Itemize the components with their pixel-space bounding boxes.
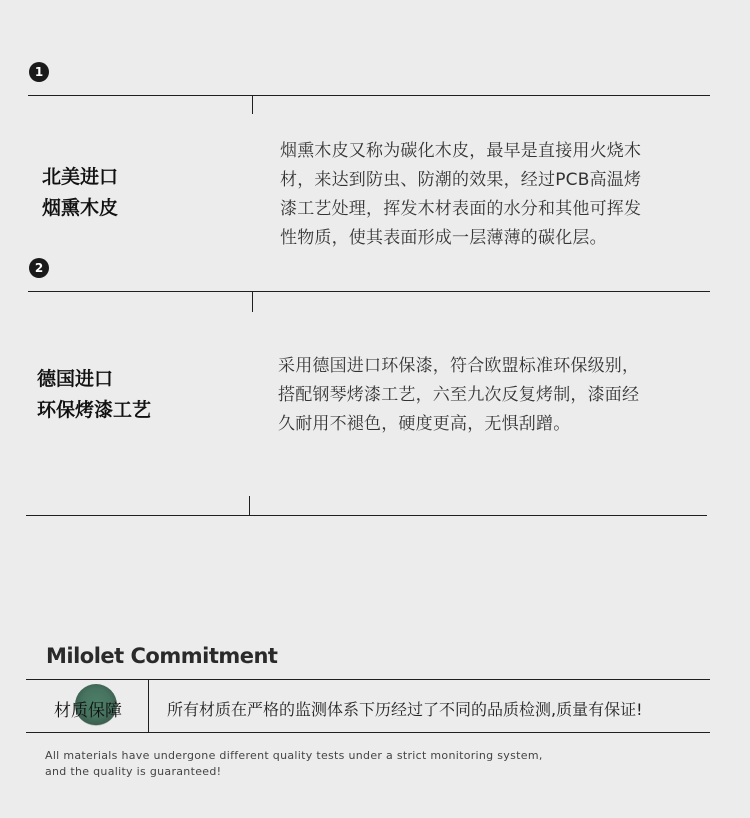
commitment-bottom-line — [26, 732, 710, 733]
divider-tick-1 — [252, 96, 253, 114]
commitment-title: Milolet Commitment — [46, 644, 278, 668]
commitment-top-line — [26, 679, 710, 680]
section-title-2-line2: 环保烤漆工艺 — [37, 399, 152, 421]
commitment-text: 所有材质在严格的监测体系下历经过了不同的品质检测,质量有保证! — [167, 700, 643, 719]
section-title-1-line2: 烟熏木皮 — [42, 197, 119, 219]
description-line: 采用德国进口环保漆，符合欧盟标准环保级别， — [278, 356, 640, 376]
divider-line-1 — [28, 95, 710, 96]
description-line: 漆工艺处理，挥发木材表面的水分和其他可挥发 — [280, 199, 642, 219]
step-number-badge-1: 1 — [29, 62, 49, 82]
description-line: 性物质，使其表面形成一层薄薄的碳化层。 — [280, 228, 607, 248]
commitment-divider — [148, 680, 149, 732]
section-title-1-line1: 北美进口 — [42, 166, 119, 188]
section-title-1 — [42, 162, 118, 224]
divider-line-2 — [28, 291, 710, 292]
section-description-1 — [280, 137, 700, 253]
section-description-2 — [278, 352, 698, 439]
description-line: 搭配钢琴烤漆工艺，六至九次反复烤制，漆面经 — [278, 385, 640, 405]
commitment-english-line: All materials have undergone different quality tests under a strict monitoring system, — [45, 749, 543, 762]
divider-line-3 — [26, 515, 707, 516]
section-title-2-line1: 德国进口 — [37, 368, 114, 390]
commitment-label: 材质保障 — [54, 701, 122, 721]
description-line: 材，来达到防虫、防潮的效果，经过PCB高温烤 — [280, 170, 642, 190]
divider-tick-2 — [252, 292, 253, 312]
description-line: 久耐用不褪色，硬度更高，无惧刮蹭。 — [278, 414, 571, 434]
divider-tick-3 — [249, 496, 250, 516]
section-title-2 — [37, 364, 151, 426]
step-number-badge-2: 2 — [29, 258, 49, 278]
description-line: 烟熏木皮又称为碳化木皮，最早是直接用火烧木 — [280, 141, 642, 161]
commitment-english-line: and the quality is guaranteed! — [45, 765, 222, 778]
commitment-english-text — [45, 748, 705, 780]
